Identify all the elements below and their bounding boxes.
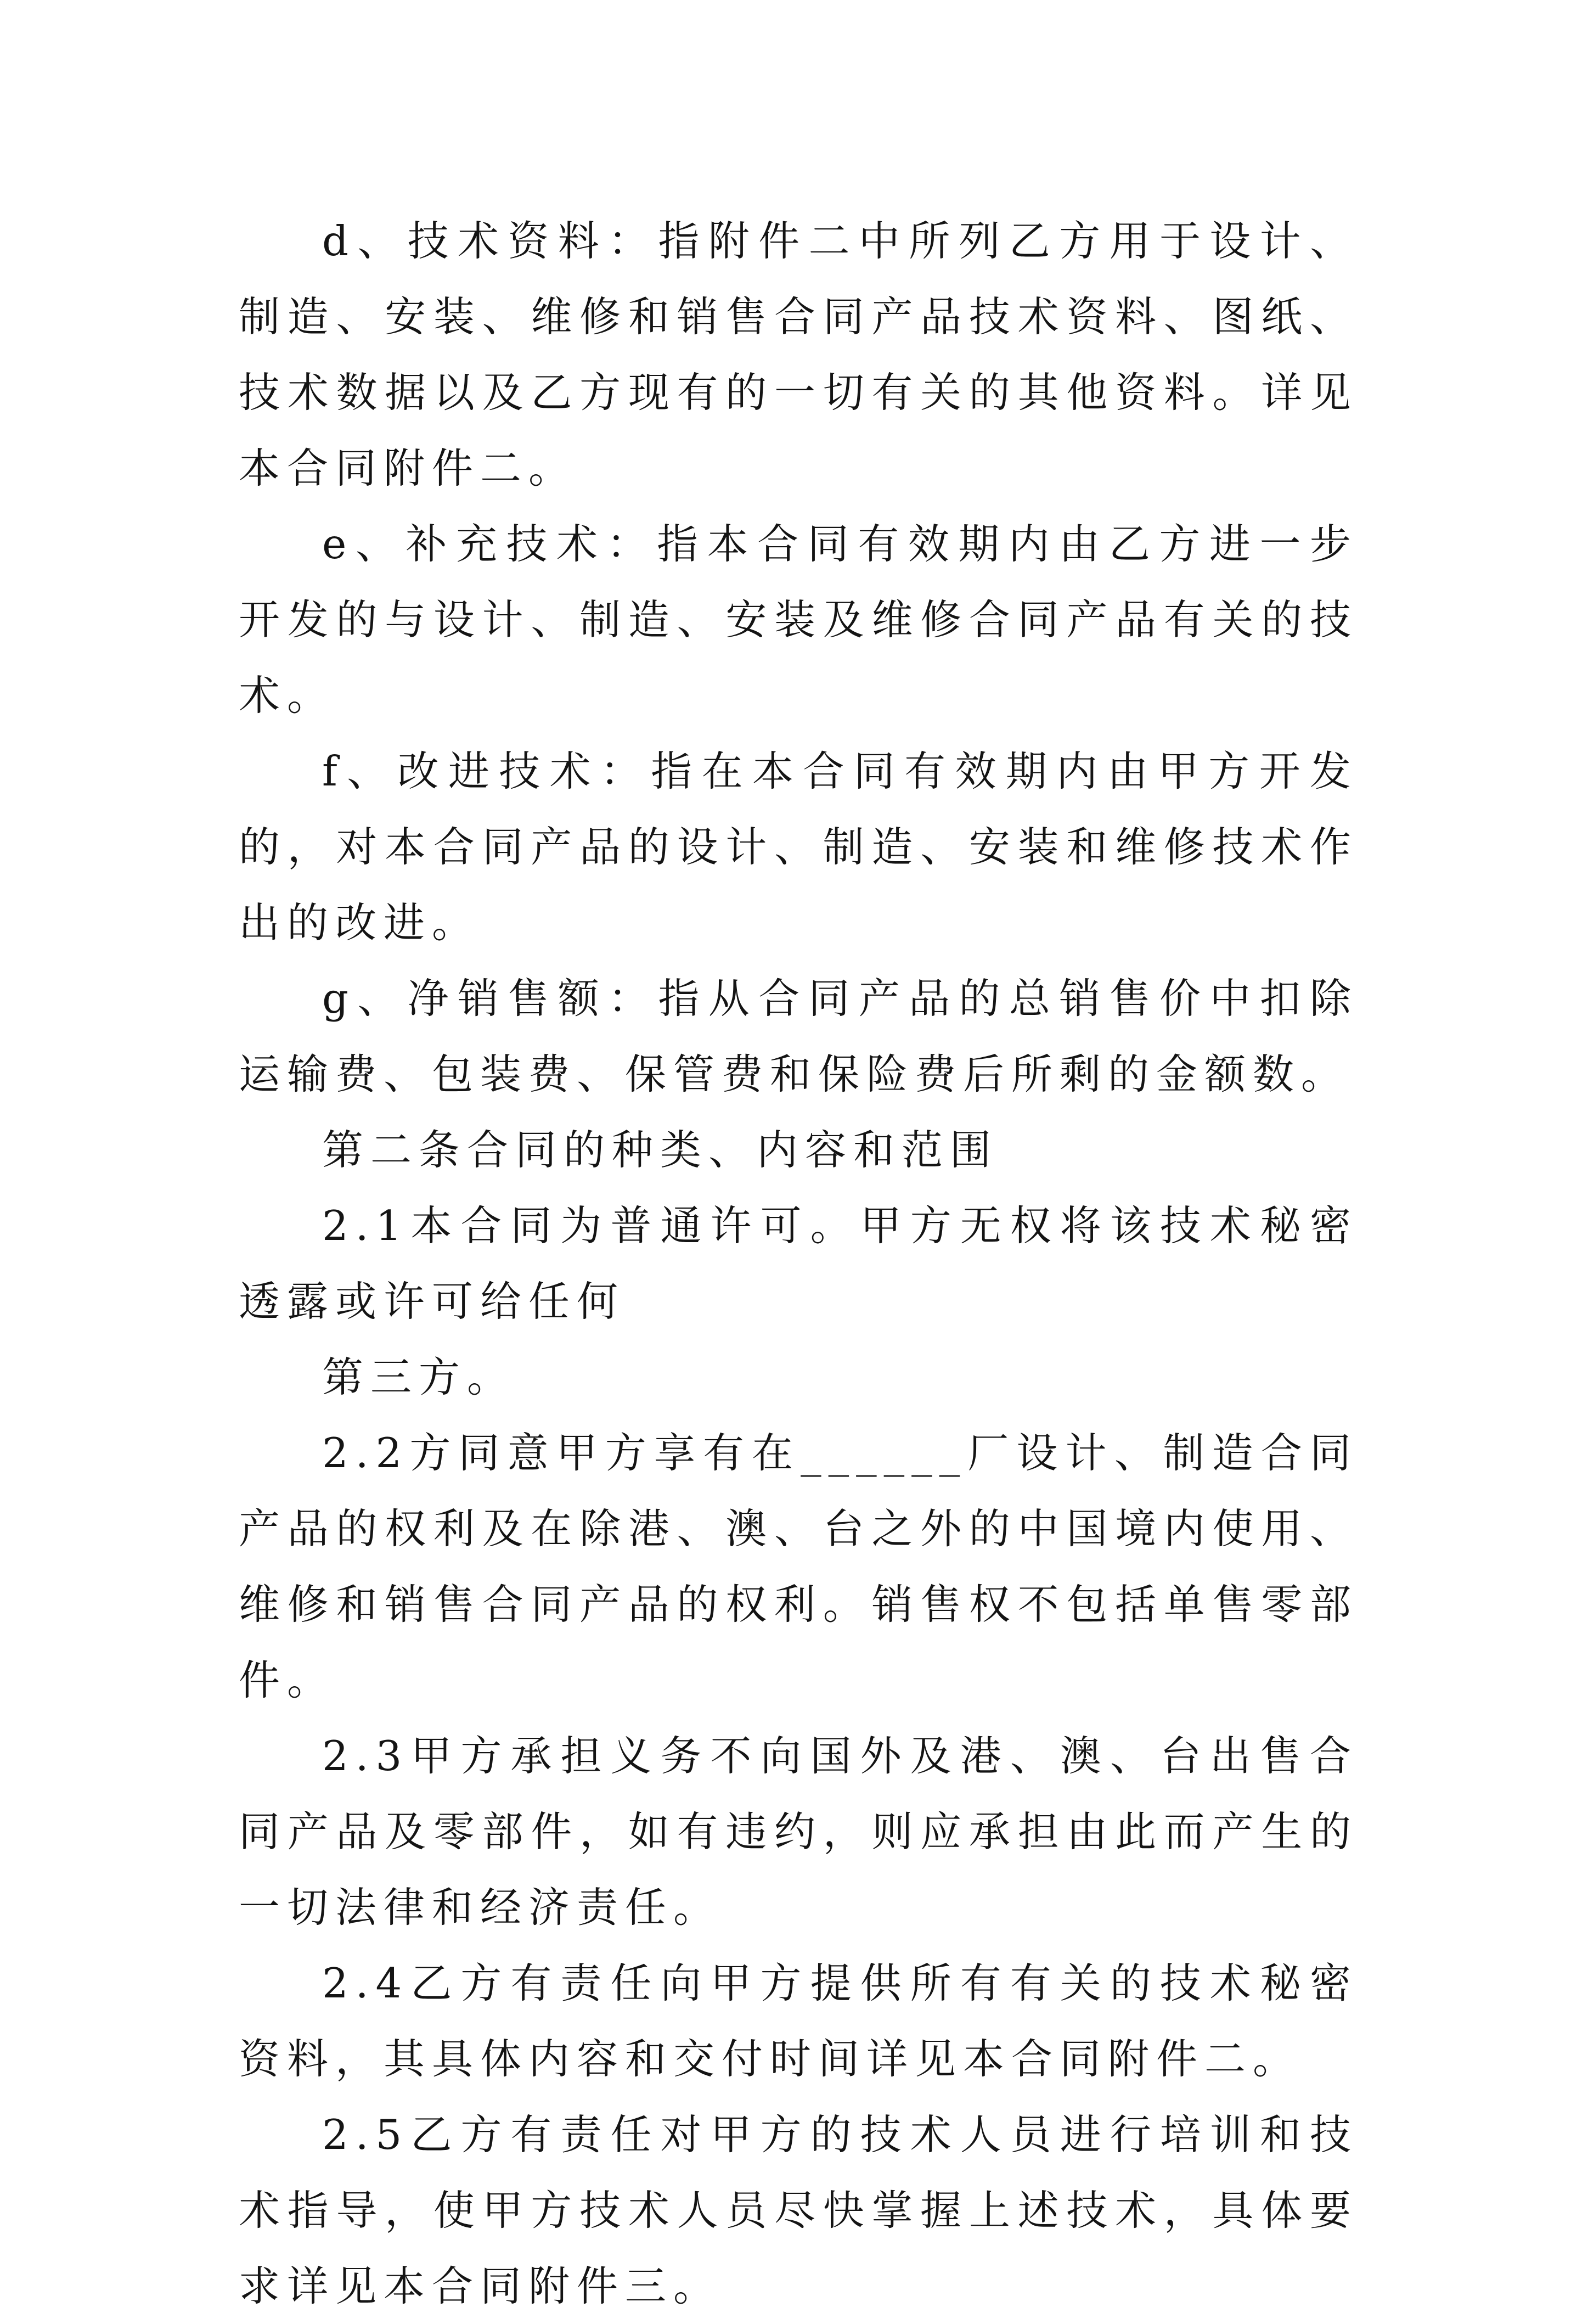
paragraph-technical-data: d、技术资料：指附件二中所列乙方用于设计、制造、安装、维修和销售合同产品技术资料、图纸、技术数据以及乙方现有的一切有关的其他资料。详见本合同附件二。 bbox=[239, 217, 1358, 492]
paragraph-net-sales: g、净销售额：指从合同产品的总销售价中扣除运输费、包装费、保管费和保险费后所剩的金额数。 bbox=[239, 974, 1358, 1098]
paragraph-clause-2-3: 2.3甲方承担义务不向国外及港、澳、台出售合同产品及零部件，如有违约，则应承担由此而产生的一切法律和经济责任。 bbox=[239, 1732, 1358, 1932]
paragraph-improved-technology: f、改进技术：指在本合同有效期内由甲方开发的，对本合同产品的设计、制造、安装和维修技术作出的改进。 bbox=[239, 747, 1358, 947]
document-body bbox=[239, 203, 1358, 2324]
paragraph-supplementary-technology: e、补充技术：指本合同有效期内由乙方进一步开发的与设计、制造、安装及维修合同产品有关的技术。 bbox=[239, 520, 1358, 720]
paragraph-clause-2-4: 2.4乙方有责任向甲方提供所有有关的技术秘密资料，其具体内容和交付时间详见本合同附件二。 bbox=[239, 1959, 1358, 2083]
paragraph-clause-2-1-continued: 第三方。 bbox=[322, 1353, 516, 1401]
paragraph-clause-2-2: 2.2方同意甲方享有在______厂设计、制造合同产品的权利及在除港、澳、台之外的中国境内使用、维修和销售合同产品的权利。销售权不包括单售零部件。 bbox=[239, 1429, 1358, 1704]
paragraph-clause-2-1: 2.1本合同为普通许可。甲方无权将该技术秘密透露或许可给任何 bbox=[239, 1202, 1358, 1326]
section-heading-article-two: 第二条合同的种类、内容和范围 bbox=[322, 1126, 999, 1174]
paragraph-clause-2-5: 2.5乙方有责任对甲方的技术人员进行培训和技术指导，使甲方技术人员尽快掌握上述技术，具体要求详见本合同附件三。 bbox=[239, 2110, 1358, 2310]
